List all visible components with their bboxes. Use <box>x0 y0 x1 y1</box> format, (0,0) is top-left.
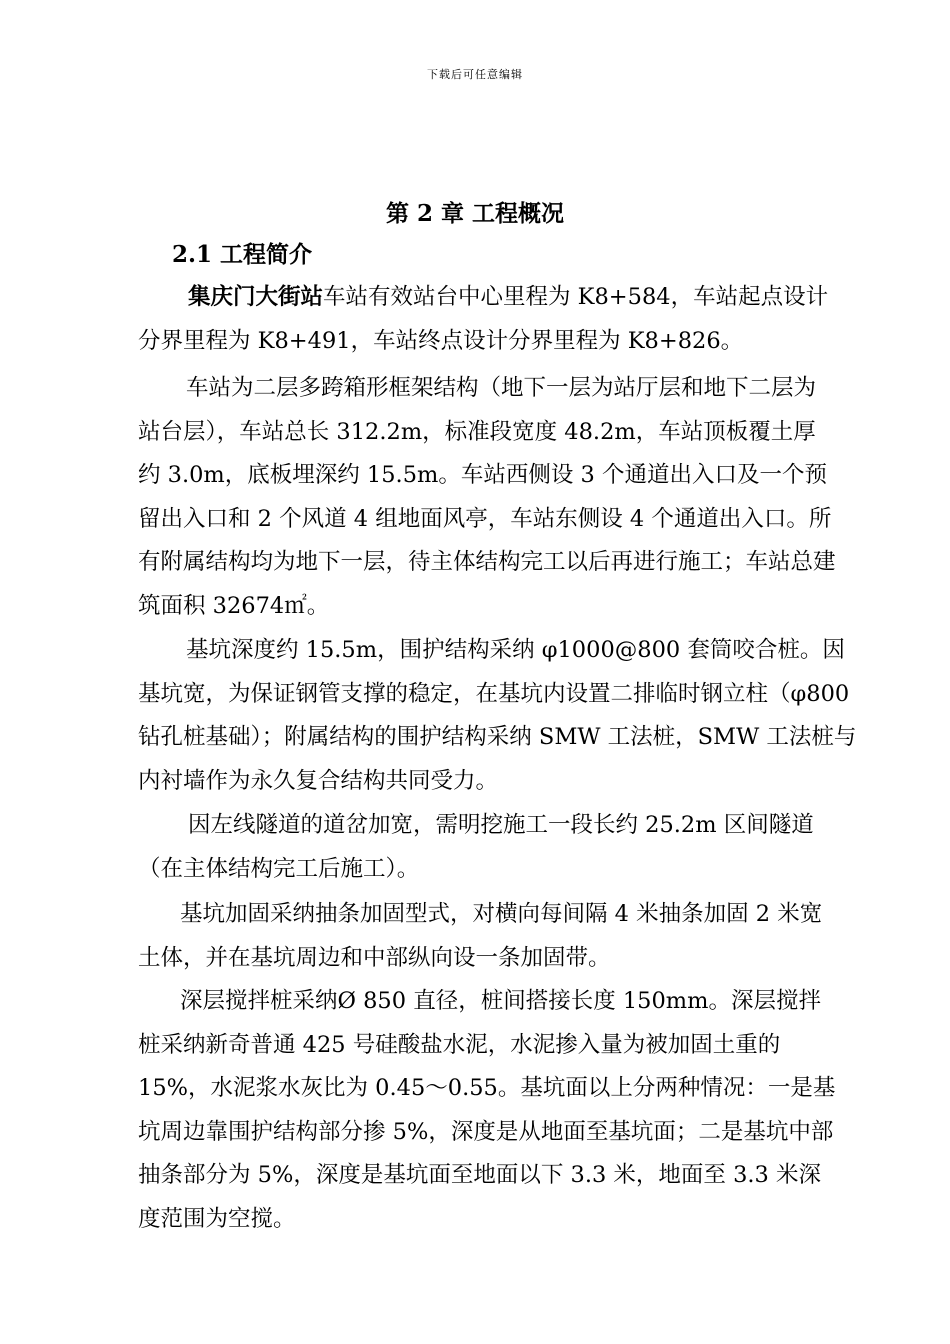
paragraph-mixing-pile: 深层搅拌桩采纳Ø 850 直径，桩间搭接长度 150mm。深层搅拌桩采纳新奇普通 425 号硅酸盐水泥，水泥掺入量为被加固土重的 15%，水泥浆水灰比为 0.45～0.55。基坑面以上分两种情况：一是基坑周边靠围护结构部分掺 5%，深度是从地面至基坑面；二是基坑中部抽条部分为 5%，深度是基坑面至地面以下 3.3 米，地面至 3.3 米深度范围为空搅。 <box>138 988 836 1232</box>
paragraph-text: 车站有效站台中心里程为 K8+584，车站起点设计分界里程为 K8+491，车站终点设计分界里程为 K8+826。 <box>138 284 829 354</box>
page-header: 下载后可任意编辑 <box>427 68 523 81</box>
paragraph-foundation-pit: 基坑深度约 15.5m，围护结构采纳 φ1000@800 套筒咬合桩。因基坑宽，为保证钢管支撑的稳定，在基坑内设置二排临时钢立柱（φ800 钻孔桩基础）；附属结构的围护结构采纳 SMW 工法桩，SMW 工法桩与内衬墙作为永久复合结构共同受力。 <box>138 637 857 794</box>
paragraph-reinforcement: 基坑加固采纳抽条加固型式，对横向每间隔 4 米抽条加固 2 米宽土体，并在基坑周边和中部纵向设一条加固带。 <box>138 901 823 971</box>
section-title: 2.1 工程简介 <box>172 241 313 268</box>
paragraph-station-mileage <box>138 276 838 363</box>
paragraph-tunnel: 因左线隧道的道岔加宽，需明挖施工一段长约 25.2m 区间隧道（在主体结构完工后施工）。 <box>138 812 814 882</box>
paragraph-station-structure: 车站为二层多跨箱形框架结构（地下一层为站厅层和地下二层为站台层），车站总长 312.2m，标准段宽度 48.2m，车站顶板覆土厚约 3.0m，底板埋深约 15.5m。车站西侧设 3 个通道出入口及一个预留出入口和 2 个风道 4 组地面风亭，车站东侧设 4 个通道出入口。所有附属结构均为地下一层，待主体结构完工以后再进行施工；车站总建筑面积 32674㎡。 <box>138 375 836 619</box>
station-name: 集庆门大街站 <box>188 284 324 310</box>
chapter-title: 第 2 章 工程概况 <box>385 200 565 227</box>
